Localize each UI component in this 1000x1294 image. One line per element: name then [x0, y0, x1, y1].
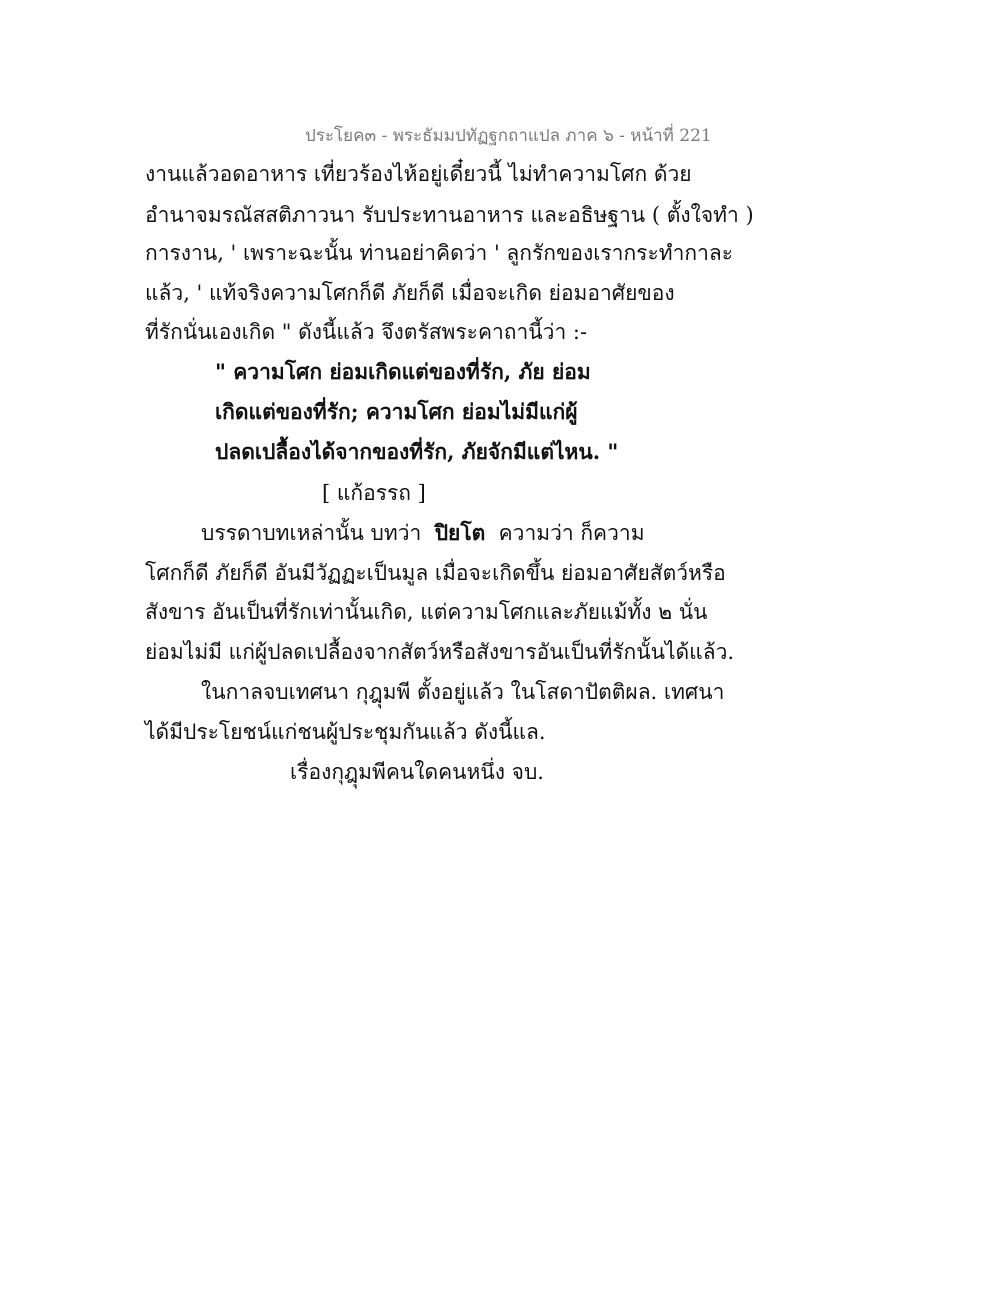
closing-line: เรื่องกุฎุมพีคนใดคนหนึ่ง จบ. [290, 760, 544, 784]
para1-line-4: แล้ว, ' แท้จริงความโศกก็ดี ภัยก็ดี เมื่อจะเกิด ย่อมอาศัยของ [145, 281, 675, 305]
page-header: ประโยค๓ - พระธัมมปทัฏฐกถาแปล ภาค ๖ - หน้าที่ 221 [305, 126, 712, 146]
para2-end: ความว่า ก็ความ [498, 521, 645, 545]
para1-line-2: อำนาจมรณัสสติภาวนา รับประทานอาหาร และอธิษฐาน ( ตั้งใจทำ ) [145, 203, 754, 227]
para1-line-5: ที่รักนั่นเองเกิด " ดังนี้แล้ว จึงตรัสพระคาถานี้ว่า :- [145, 320, 588, 344]
para1-line-1: งานแล้วอดอาหาร เที่ยวร้องไห้อยู่เดี๋ยวนี้ ไม่ทำความโศก ด้วย [145, 162, 692, 186]
para2-start: บรรดาบทเหล่านั้น บทว่า [201, 521, 422, 545]
para2-line-2: โศกก็ดี ภัยก็ดี อันมีวัฏฏะเป็นมูล เมื่อจะเกิดขึ้น ย่อมอาศัยสัตว์หรือ [145, 561, 726, 585]
para2-line-4: ย่อมไม่มี แก่ผู้ปลดเปลื้องจากสัตว์หรือสังขารอันเป็นที่รักนั้นได้แล้ว. [145, 640, 735, 664]
section-title: [ แก้อรรถ ] [322, 481, 426, 505]
verse-line-1: " ความโศก ย่อมเกิดแต่ของที่รัก, ภัย ย่อม [215, 359, 591, 384]
para2-line-3: สังขาร อันเป็นที่รักเท่านั้นเกิด, แต่ความโศกและภัยแม้ทั้ง ๒ นั่น [145, 600, 708, 624]
verse-line-2: เกิดแต่ของที่รัก; ความโศก ย่อมไม่มีแก่ผู้ [215, 399, 578, 424]
para3-line-1: ในกาลจบเทศนา กุฎุมพี ตั้งอยู่แล้ว ในโสดาปัตติผล. เทศนา [201, 680, 725, 704]
verse-line-3: ปลดเปลื้องได้จากของที่รัก, ภัยจักมีแต่ไหน. " [215, 439, 619, 464]
para1-line-3: การงาน, ' เพราะฉะนั้น ท่านอย่าคิดว่า ' ลูกรักของเรากระทำกาละ [145, 241, 734, 265]
para2-line-1 [201, 519, 645, 547]
para3-line-2: ได้มีประโยชน์แก่ชนผู้ประชุมกันแล้ว ดังนี้แล. [145, 720, 546, 744]
para2-term: ปิยโต [434, 520, 486, 545]
